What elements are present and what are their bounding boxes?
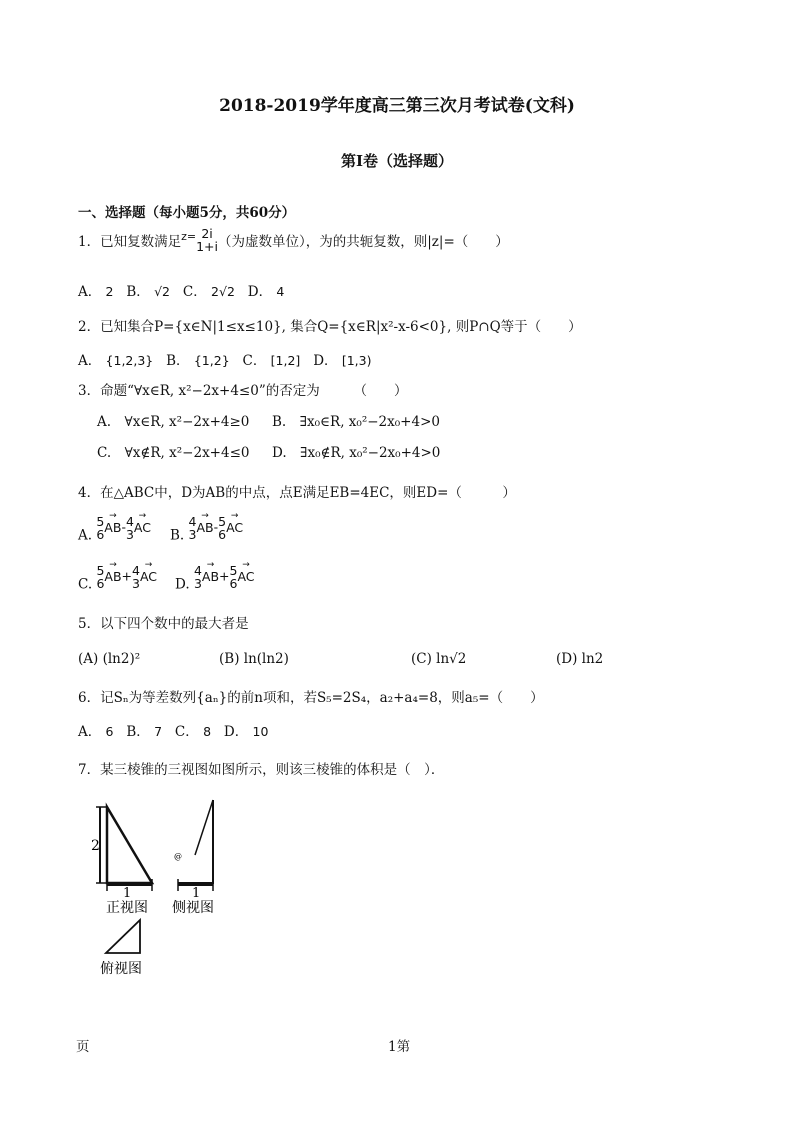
q3-opt-b[interactable]: B. ∃x₀∈R, x₀²−2x₀+4>0 bbox=[272, 414, 440, 430]
frac-den: 3 bbox=[188, 527, 197, 542]
q1-suffix: （为虚数单位），为的共轭复数，则|z|=（ ） bbox=[218, 234, 509, 250]
height-dim-label: 2 bbox=[91, 838, 100, 854]
vector-ab: → AB bbox=[202, 569, 219, 584]
q5-opt-b[interactable]: (B) ln(ln2) bbox=[219, 651, 289, 667]
q2-options bbox=[78, 349, 371, 369]
question-6: 6．记Sₙ为等差数列{aₙ}的前n项和，若S₅=2S₄，a₂+a₄=8，则a₅=（ ） bbox=[78, 690, 544, 706]
top-view-label: 俯视图 bbox=[100, 961, 142, 977]
footer-page-number: 1第 bbox=[388, 1039, 411, 1055]
q1-opt-a-value: 2 bbox=[105, 284, 114, 299]
question-4: 4．在△ABC中，D为AB的中点，点E满足EB=4EC，则ED=（ ） bbox=[78, 485, 516, 501]
q5-opt-c[interactable]: (C) ln√2 bbox=[411, 651, 467, 667]
vector-ab: → AB bbox=[196, 520, 213, 535]
operator: + bbox=[121, 568, 133, 584]
frac-num: 4 bbox=[132, 563, 140, 578]
front-width-label: 1 bbox=[123, 886, 132, 901]
frac-den: 6 bbox=[218, 527, 227, 542]
footer-left: 页 bbox=[76, 1039, 90, 1055]
q5-opt-a[interactable]: (A) (ln2)² bbox=[78, 651, 141, 667]
q1-opt-a[interactable] bbox=[78, 284, 114, 300]
frac-num: 5 bbox=[96, 563, 105, 578]
q3-opt-c[interactable]: C. ∀x∉R, x²−2x+4≤0 bbox=[97, 445, 250, 461]
q4-opt-c-frac2 bbox=[132, 564, 140, 590]
q4-opt-a-label: A. bbox=[78, 527, 93, 544]
q2-opt-d[interactable] bbox=[313, 353, 371, 369]
q4-opt-d-frac1 bbox=[194, 564, 202, 590]
question-1 bbox=[78, 225, 509, 254]
frac-den: 3 bbox=[193, 576, 202, 591]
q4-opt-a-frac2 bbox=[126, 515, 134, 541]
q2-opt-b[interactable] bbox=[166, 353, 230, 369]
side-width-label: 1 bbox=[192, 886, 201, 901]
frac-num: 5 bbox=[229, 563, 238, 578]
q2-opt-c-label: C． bbox=[242, 353, 267, 369]
frac-den: 3 bbox=[132, 576, 140, 591]
page-title: 2018-2019学年度高三第三次月考试卷(文科) bbox=[219, 96, 575, 116]
q1-opt-c-value: 2√2 bbox=[211, 284, 235, 299]
q1-opt-b-label: B． bbox=[126, 284, 150, 300]
q4-opt-c[interactable] bbox=[78, 564, 157, 593]
q3-opt-a[interactable]: A. ∀x∈R, x²−2x+4≥0 bbox=[97, 414, 250, 430]
q6-opt-d-value: 10 bbox=[252, 724, 269, 739]
q2-opt-a[interactable] bbox=[78, 353, 153, 369]
q4-opt-b-frac2 bbox=[218, 515, 226, 541]
q1-prefix: 1．已知复数满足 bbox=[78, 234, 182, 250]
front-view bbox=[91, 807, 152, 916]
q6-opt-b[interactable] bbox=[126, 724, 162, 740]
q4-opt-d[interactable] bbox=[175, 564, 255, 593]
frac-den: 3 bbox=[125, 527, 134, 542]
q4-opt-b[interactable] bbox=[170, 515, 243, 544]
top-view bbox=[100, 920, 142, 977]
front-view-triangle bbox=[107, 807, 152, 883]
q1-opt-c-label: C． bbox=[182, 284, 207, 300]
q1-z: z= bbox=[181, 230, 197, 243]
volume-heading: 第Ⅰ卷（选择题） bbox=[340, 152, 454, 170]
q6-opt-c[interactable] bbox=[175, 724, 211, 740]
vector-ac: → AC bbox=[134, 520, 151, 535]
frac-num: 4 bbox=[188, 514, 197, 529]
q1-fraction-den: 1+i bbox=[196, 238, 218, 254]
q1-opt-d-label: D． bbox=[247, 284, 273, 300]
q1-opt-d[interactable] bbox=[248, 284, 285, 300]
q4-opt-a-frac1 bbox=[96, 515, 104, 541]
q1-opt-a-label: A． bbox=[78, 284, 102, 300]
vector-ac: → AC bbox=[237, 569, 254, 584]
q1-fraction bbox=[196, 227, 218, 253]
q2-opt-c[interactable] bbox=[243, 353, 301, 369]
q2-opt-b-value: {1,2} bbox=[193, 353, 230, 368]
q4-opt-d-label: D. bbox=[175, 576, 190, 593]
side-view-label: 侧视图 bbox=[172, 900, 214, 916]
question-7: 7．某三棱锥的三视图如图所示，则该三棱锥的体积是（ ）． bbox=[78, 762, 445, 778]
q2-opt-d-label: D． bbox=[313, 353, 338, 369]
operator: - bbox=[213, 519, 219, 535]
top-view-triangle bbox=[106, 920, 140, 953]
frac-den: 6 bbox=[96, 576, 105, 591]
section-heading: 一、选择题（每小题5分，共60分） bbox=[78, 205, 296, 221]
stray-mark: @ bbox=[174, 852, 182, 861]
q5-opt-d[interactable]: (D) ln2 bbox=[556, 651, 604, 667]
q6-opt-d-label: D． bbox=[223, 724, 249, 740]
front-view-label: 正视图 bbox=[106, 900, 148, 916]
question-3: 3．命题“∀x∈R, x²−2x+4≤0”的否定为 （ ） bbox=[78, 383, 408, 399]
q1-options bbox=[78, 280, 284, 300]
frac-num: 5 bbox=[218, 514, 227, 529]
q2-opt-b-label: B． bbox=[166, 353, 190, 369]
vector-ac: → AC bbox=[226, 520, 243, 535]
q2-opt-a-value: {1,2,3} bbox=[105, 353, 154, 368]
three-view-diagram bbox=[80, 795, 240, 985]
q1-fraction-num: 2i bbox=[201, 225, 213, 241]
q6-opt-a[interactable] bbox=[78, 724, 114, 740]
q6-options bbox=[78, 720, 268, 740]
q4-opt-a[interactable] bbox=[78, 515, 151, 544]
q2-opt-c-value: [1,2] bbox=[270, 353, 301, 368]
frac-den: 6 bbox=[96, 527, 105, 542]
q6-opt-b-value: 7 bbox=[154, 724, 163, 739]
side-view-hypotenuse bbox=[195, 800, 213, 855]
q3-opt-d[interactable]: D. ∃x₀∉R, x₀²−2x₀+4>0 bbox=[272, 445, 441, 461]
q1-opt-c[interactable] bbox=[183, 284, 235, 300]
q6-opt-c-value: 8 bbox=[203, 724, 212, 739]
question-2: 2．已知集合P={x∈N|1≤x≤10}, 集合Q={x∈R|x²-x-6<0}, 则P∩Q等于（ ） bbox=[78, 319, 582, 335]
q4-opt-b-frac1 bbox=[189, 515, 197, 541]
q4-opt-b-label: B. bbox=[170, 527, 185, 544]
operator: + bbox=[219, 568, 230, 584]
q6-opt-b-label: B． bbox=[126, 724, 150, 740]
q4-opt-c-label: C. bbox=[78, 576, 93, 593]
q6-opt-c-label: C． bbox=[174, 724, 199, 740]
q1-opt-b[interactable] bbox=[126, 284, 170, 300]
q1-opt-b-value: √2 bbox=[154, 284, 171, 299]
vector-ac: → AC bbox=[140, 569, 157, 584]
vector-ab: → AB bbox=[104, 520, 121, 535]
q6-opt-a-value: 6 bbox=[105, 724, 114, 739]
side-view-shape bbox=[178, 800, 213, 883]
frac-num: 4 bbox=[125, 514, 134, 529]
q2-opt-a-label: A． bbox=[78, 353, 102, 369]
side-view bbox=[172, 800, 214, 916]
q6-opt-a-label: A． bbox=[78, 724, 102, 740]
frac-den: 6 bbox=[229, 576, 238, 591]
q4-opt-d-frac2 bbox=[230, 564, 238, 590]
frac-num: 4 bbox=[193, 563, 202, 578]
question-5: 5．以下四个数中的最大者是 bbox=[78, 616, 249, 632]
q2-opt-d-value: [1,3) bbox=[341, 353, 372, 368]
q4-opt-c-frac1 bbox=[96, 564, 104, 590]
operator: - bbox=[121, 519, 126, 535]
q6-opt-d[interactable] bbox=[224, 724, 269, 740]
q1-opt-d-value: 4 bbox=[276, 284, 285, 299]
frac-num: 5 bbox=[96, 514, 105, 529]
vector-ab: → AB bbox=[104, 569, 121, 584]
